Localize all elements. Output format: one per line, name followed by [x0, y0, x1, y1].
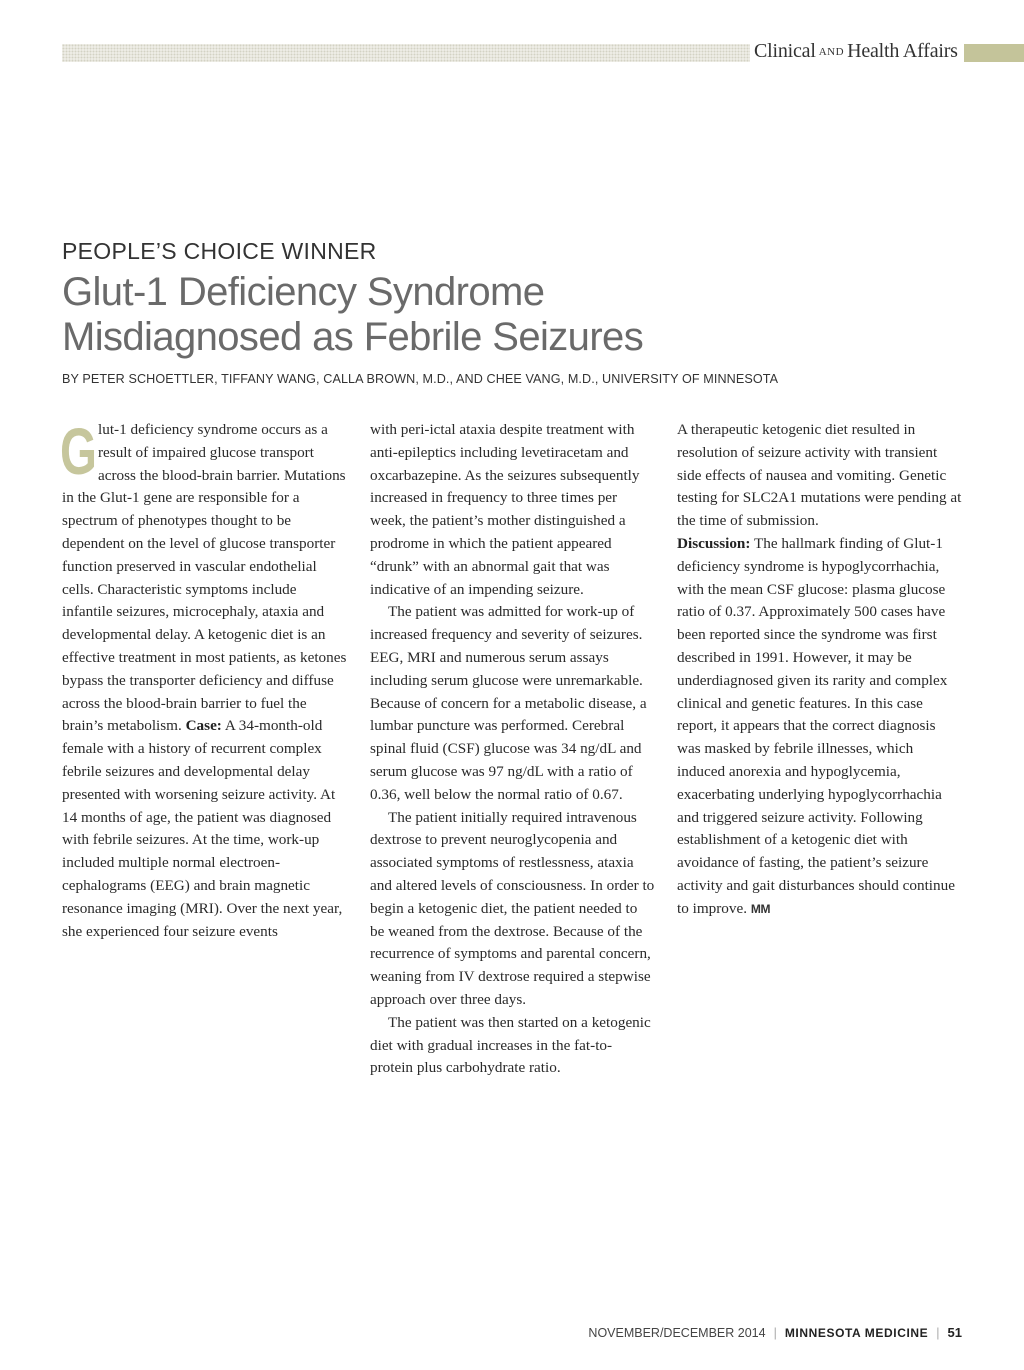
column-2 [370, 419, 655, 1080]
column-3 [677, 419, 962, 921]
case-continuation: with peri-ictal ataxia despite treatment with anti-epileptics including levetiracetam and oxcarbazepine. As the seizures subsequently increased in frequency to three times per week, the patient’s mother distinguished a prodrome in which the patient appeared “drunk” with an abnormal gait that was indicative of an impending seizure. [370, 421, 640, 598]
issue-date: NOVEMBER/DECEMBER 2014 [588, 1326, 766, 1340]
section-label: Clinical AND Health Affairs [754, 40, 958, 62]
intro-paragraph: Glut-1 deficiency syndrome occurs as a result of impaired glucose transport across the blood-brain barrier. Mutations in the Glut-1 gene are responsible for a spectrum of phenotypes thought to be dependent on the level of glucose transporter function preserved in vascular endothelial cells. Characteristic symptoms include infantile seizures, microcephaly, ataxia and developmental delay. A ketogenic diet is an effective treatment in most patients, as ketones bypass the transporter deficiency and diffuse across the blood-brain barrier to fuel the brain’s metabolism. Case: A 34-month-old female with a history of recurrent complex febrile seizures and developmental delay presented with worsening seizure activity. At 14 months of age, the patient was diagnosed with febrile seizures. At the time, work-up included multiple normal electroencephalograms (EEG) and brain magnetic resonance imaging (MRI). Over the next year, she experienced four seizure events [60, 414, 347, 940]
footer-separator: | [936, 1326, 940, 1340]
case-label: Case: [185, 717, 222, 735]
page-number: 51 [947, 1325, 962, 1340]
article-title [62, 270, 643, 360]
discussion-paragraph: Discussion: The hallmark finding of Glut-1 deficiency syndrome is hypoglycorrhachia, with the mean CSF glucose: plasma glucose ratio of 0.37. Approximately 500 cases have been reported since the syndrome was first described in 1991. However, it may be underdiagnosed given its rarity and complex clinical and genetic features. In this case report, it appears that the correct diagnosis was masked by febrile illnesses, which induced anorexia and hypoglycemia, exacerbating underlying hypoglycorrhachia and triggered seizure activity. Following establishment of a ketogenic diet with avoidance of fasting, the patient’s seizure activity and gait disturbances should continue to improve. MM [677, 534, 955, 917]
diet-paragraph-b: A therapeutic ketogenic diet resulted in resolution of seizure activity with transient side effects of nausea and vomiting. Genetic testing for SLC2A1 mutations were pending at the time of submission. [677, 421, 962, 530]
admission-paragraph: The patient was admitted for work-up of increased frequency and severity of seizures. EEG, MRI and numerous serum assays including serum glucose were unremarkable. Because of concern for a metabolic disease, a lumbar puncture was performed. Cerebral spinal fluid (CSF) glucose was 34 ng/dL and serum glucose was 97 ng/dL with a ratio of 0.36, well below the normal ratio of 0.67. [370, 603, 647, 803]
dextrose-paragraph: The patient initially required intravenous dextrose to prevent neuroglycopenia and associated symptoms of restlessness, ataxia and altered levels of consciousness. In order to begin a ketogenic diet, the patient needed to be weaned from the dextrose. Because of the recurrence of symptoms and parental concern, weaning from IV dextrose required a stepwise approach over three days. [370, 808, 655, 1008]
footer-separator: | [773, 1326, 777, 1340]
page-footer [588, 1325, 962, 1340]
column-1 [60, 414, 347, 943]
title-line-1: Glut-1 Deficiency Syndrome [62, 270, 545, 314]
article-kicker: PEOPLE’S CHOICE WINNER [62, 238, 377, 264]
header-texture-band [62, 44, 750, 62]
title-line-2: Misdiagnosed as Febrile Seizures [62, 315, 644, 359]
drop-cap: G [60, 414, 97, 488]
end-mark: MM [750, 901, 771, 916]
journal-name: MINNESOTA MEDICINE [784, 1326, 929, 1340]
discussion-label: Discussion: [677, 534, 751, 552]
byline: BY PETER SCHOETTLER, TIFFANY WANG, CALLA BROWN, M.D., AND CHEE VANG, M.D., UNIVERSITY OF MINNESOTA [62, 372, 779, 386]
diet-paragraph-a: The patient was then started on a ketogenic diet with gradual increases in the fat-to-protein plus carbohydrate ratio. [370, 1013, 651, 1077]
header-color-tab [964, 44, 1024, 62]
